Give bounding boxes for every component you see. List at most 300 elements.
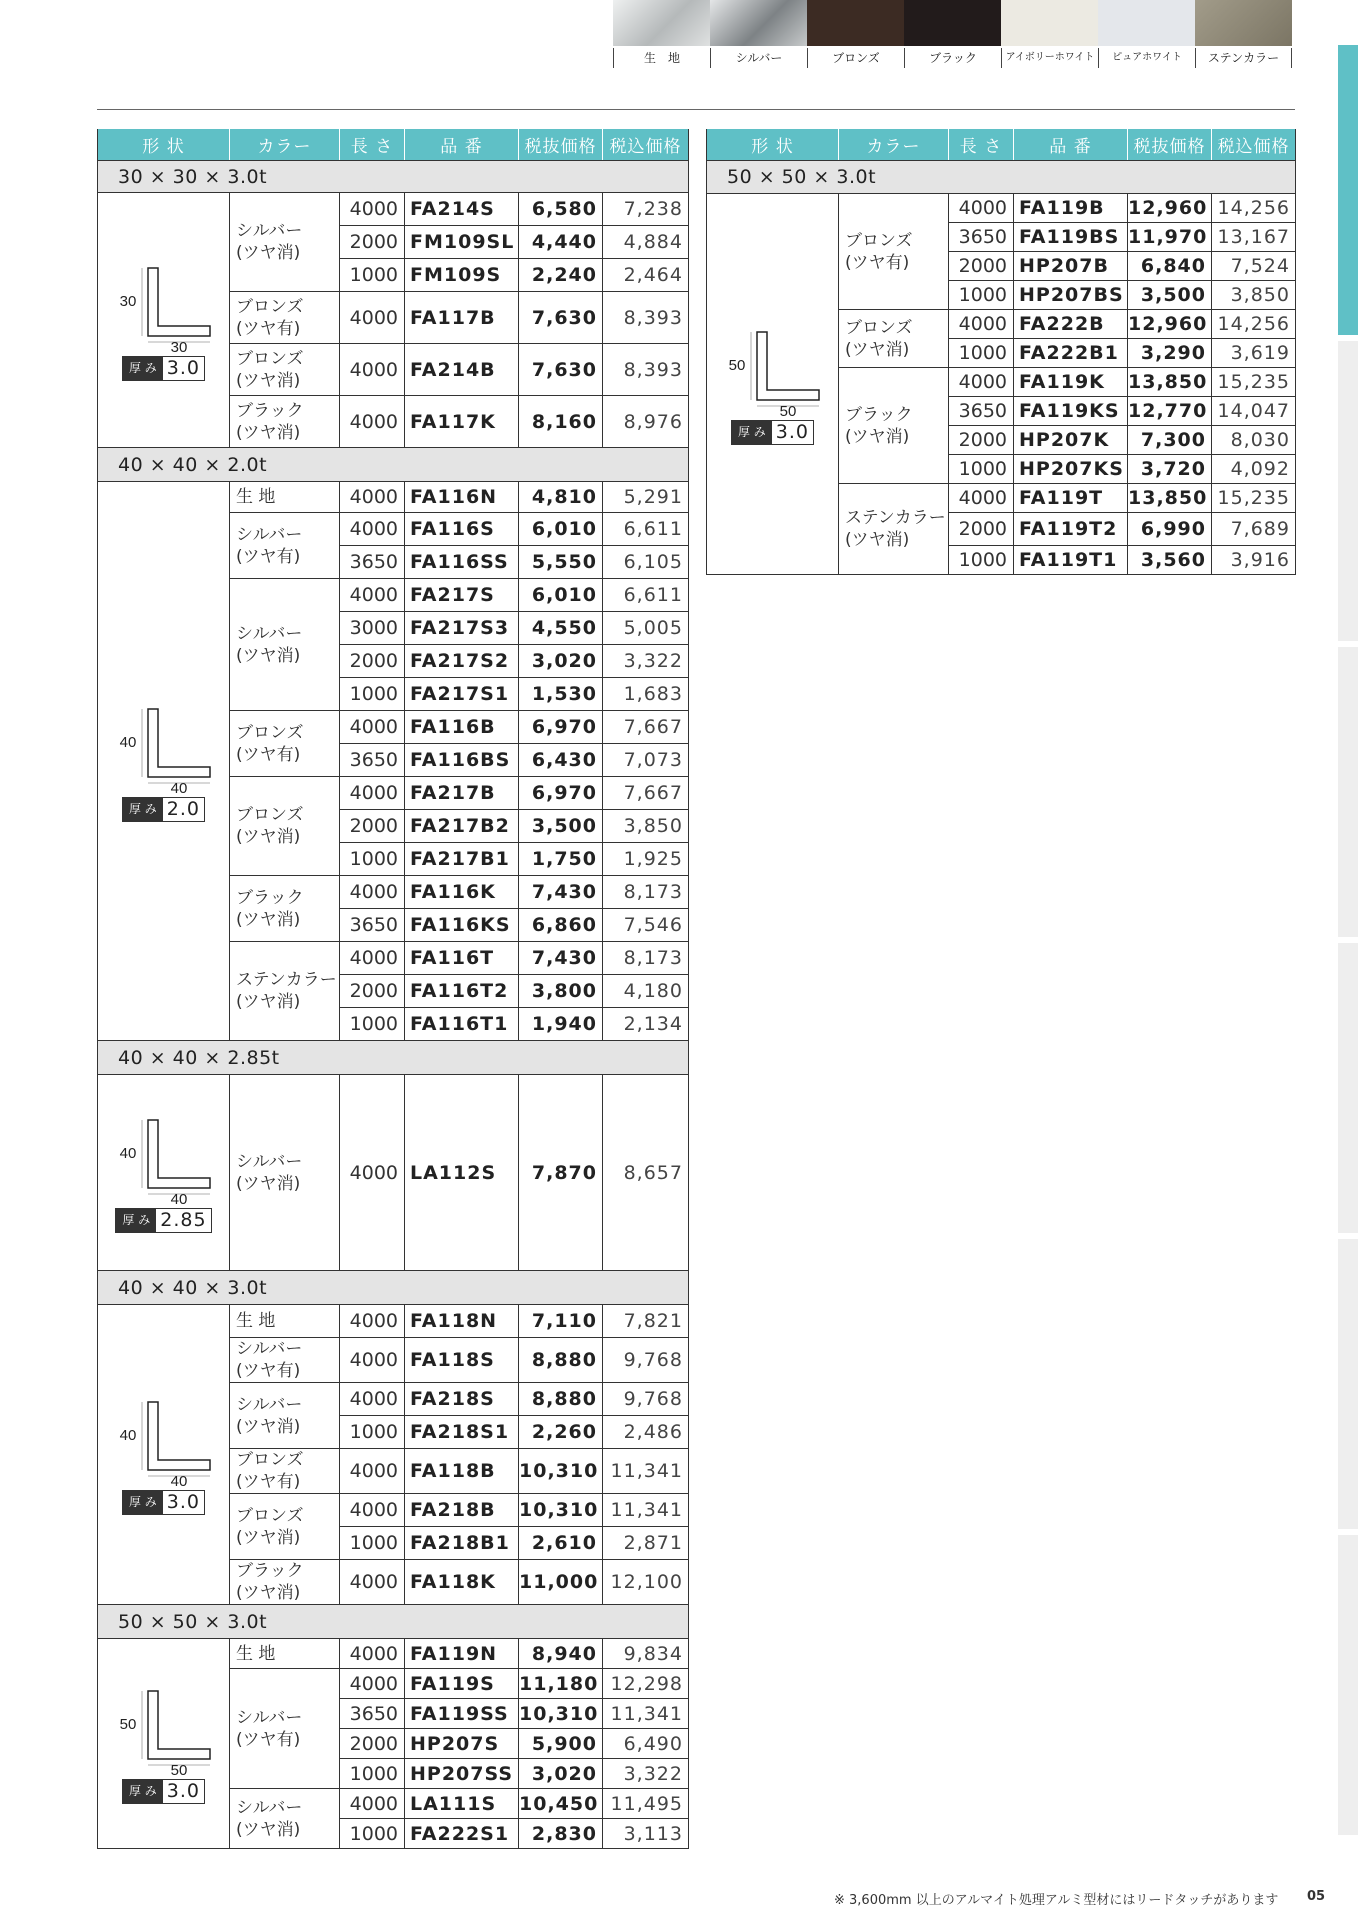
dimension-vertical: 50 <box>119 1716 136 1733</box>
color-cell <box>230 1449 340 1494</box>
part-number-cell: FA222S1 <box>405 1819 519 1849</box>
color-name-line: ステンカラー <box>236 970 337 990</box>
price-excl-tax-cell: 5,900 <box>519 1729 603 1759</box>
swatch-label: ピュアホワイト <box>1098 48 1195 68</box>
part-number-cell: FA116T1 <box>405 1008 519 1041</box>
part-number-cell: FA217S2 <box>405 645 519 678</box>
shape-cell <box>98 1075 230 1271</box>
color-name-line: (ツヤ消) <box>845 426 910 447</box>
column-header: 長 さ <box>949 129 1014 161</box>
part-number-cell: LA112S <box>405 1075 519 1271</box>
color-swatch <box>1001 0 1098 68</box>
part-number-cell: FA217S3 <box>405 612 519 645</box>
section-title: 40 × 40 × 2.85t <box>98 1041 689 1075</box>
part-number-cell: FA118K <box>405 1560 519 1605</box>
price-excl-tax-cell: 8,880 <box>519 1338 603 1383</box>
color-cell <box>230 1075 340 1271</box>
swatch-color-chip <box>710 0 807 46</box>
part-number-cell: FA116B <box>405 711 519 744</box>
price-incl-tax-cell: 9,768 <box>603 1383 689 1416</box>
length-cell: 4000 <box>340 711 405 744</box>
price-excl-tax-cell: 3,020 <box>519 645 603 678</box>
length-cell: 4000 <box>340 579 405 612</box>
dimension-horizontal: 40 <box>170 779 187 793</box>
swatch-color-chip <box>1001 0 1098 46</box>
price-excl-tax-cell: 8,940 <box>519 1639 603 1669</box>
side-tab[interactable] <box>1338 1239 1358 1529</box>
part-number-cell: FA116T <box>405 942 519 975</box>
length-cell: 2000 <box>340 975 405 1008</box>
page-number: 05 <box>1307 1889 1326 1904</box>
column-header: 税込価格 <box>603 129 689 161</box>
length-cell: 4000 <box>340 193 405 226</box>
price-excl-tax-cell: 11,970 <box>1128 223 1212 252</box>
price-excl-tax-cell: 6,010 <box>519 579 603 612</box>
color-name-line: シルバー <box>236 623 303 644</box>
part-number-cell: FA116T2 <box>405 975 519 1008</box>
color-name-line: (ツヤ有) <box>845 252 910 273</box>
part-number-cell: FA116N <box>405 482 519 513</box>
section-title: 50 × 50 × 3.0t <box>707 161 1296 194</box>
price-incl-tax-cell: 3,322 <box>603 645 689 678</box>
price-excl-tax-cell: 1,940 <box>519 1008 603 1041</box>
color-name-line: (ツヤ消) <box>236 422 301 443</box>
length-cell: 4000 <box>340 1789 405 1819</box>
thickness-value: 2.85 <box>156 1209 210 1232</box>
price-excl-tax-cell: 6,010 <box>519 513 603 546</box>
color-cell <box>230 1789 340 1849</box>
part-number-cell: HP207B <box>1014 252 1128 281</box>
color-name-line: 生 地 <box>236 1643 276 1664</box>
price-excl-tax-cell: 12,770 <box>1128 397 1212 426</box>
length-cell: 4000 <box>340 292 405 344</box>
color-swatch-bar <box>613 0 1292 68</box>
length-cell: 4000 <box>340 1338 405 1383</box>
price-excl-tax-cell: 10,310 <box>519 1449 603 1494</box>
part-number-cell: FA119SS <box>405 1699 519 1729</box>
price-excl-tax-cell: 8,160 <box>519 396 603 448</box>
part-number-cell: FA218B <box>405 1494 519 1527</box>
color-cell <box>230 1338 340 1383</box>
color-cell <box>839 310 949 368</box>
length-cell: 3650 <box>340 909 405 942</box>
color-name-line: シルバー <box>236 1797 303 1818</box>
length-cell: 3650 <box>340 1699 405 1729</box>
price-excl-tax-cell: 11,000 <box>519 1560 603 1605</box>
color-swatch <box>904 0 1001 68</box>
color-cell <box>230 711 340 777</box>
price-excl-tax-cell: 12,960 <box>1128 310 1212 339</box>
table-row <box>98 482 689 513</box>
price-incl-tax-cell: 1,683 <box>603 678 689 711</box>
angle-profile-icon <box>723 324 823 416</box>
color-name-line: (ツヤ有) <box>236 546 301 567</box>
length-cell: 1000 <box>340 843 405 876</box>
swatch-color-chip <box>613 0 710 46</box>
price-excl-tax-cell: 13,850 <box>1128 368 1212 397</box>
part-number-cell: FA214B <box>405 344 519 396</box>
column-header: 形 状 <box>98 129 230 161</box>
color-name-line: ブラック <box>236 887 304 908</box>
length-cell: 2000 <box>340 226 405 259</box>
part-number-cell: FA117K <box>405 396 519 448</box>
color-name-line: 生 地 <box>236 487 276 507</box>
color-name-line: ブロンズ <box>236 1450 304 1470</box>
length-cell: 2000 <box>949 426 1014 455</box>
color-name-line: ブロンズ <box>236 296 304 317</box>
price-excl-tax-cell: 7,300 <box>1128 426 1212 455</box>
price-incl-tax-cell: 8,393 <box>603 292 689 344</box>
price-excl-tax-cell: 4,550 <box>519 612 603 645</box>
part-number-cell: FA116S <box>405 513 519 546</box>
color-cell <box>230 1669 340 1789</box>
color-name-line: (ツヤ消) <box>236 827 301 847</box>
side-tab[interactable] <box>1338 1535 1358 1835</box>
angle-profile-icon <box>114 1683 214 1775</box>
color-name-line: シルバー <box>236 221 303 241</box>
color-name-line: (ツヤ有) <box>236 1361 301 1381</box>
length-cell: 3650 <box>340 744 405 777</box>
price-incl-tax-cell: 15,235 <box>1212 368 1296 397</box>
length-cell: 3000 <box>340 612 405 645</box>
color-cell <box>230 1383 340 1449</box>
price-excl-tax-cell: 6,840 <box>1128 252 1212 281</box>
swatch-color-chip <box>1195 0 1292 46</box>
dimension-horizontal: 30 <box>170 338 187 352</box>
table-row <box>98 193 689 226</box>
part-number-cell: FA116KS <box>405 909 519 942</box>
side-tab[interactable] <box>1338 647 1358 937</box>
length-cell: 3650 <box>949 397 1014 426</box>
part-number-cell: HP207KS <box>1014 455 1128 484</box>
price-incl-tax-cell: 7,667 <box>603 777 689 810</box>
price-incl-tax-cell: 14,047 <box>1212 397 1296 426</box>
swatch-color-chip <box>1098 0 1195 46</box>
part-number-cell: FA218B1 <box>405 1527 519 1560</box>
thickness-value: 3.0 <box>163 1780 204 1803</box>
length-cell: 1000 <box>949 281 1014 310</box>
price-excl-tax-cell: 11,180 <box>519 1669 603 1699</box>
part-number-cell: FA119T2 <box>1014 513 1128 546</box>
side-tab-active[interactable] <box>1338 45 1358 335</box>
length-cell: 4000 <box>340 1075 405 1271</box>
price-incl-tax-cell: 14,256 <box>1212 194 1296 223</box>
color-name-line: ブロンズ <box>845 317 913 338</box>
section-title: 30 × 30 × 3.0t <box>98 161 689 193</box>
price-incl-tax-cell: 12,100 <box>603 1560 689 1605</box>
price-incl-tax-cell: 11,341 <box>603 1449 689 1494</box>
part-number-cell: FA222B <box>1014 310 1128 339</box>
part-number-cell: FA218S1 <box>405 1416 519 1449</box>
price-excl-tax-cell: 2,610 <box>519 1527 603 1560</box>
table-row <box>707 194 1296 223</box>
price-incl-tax-cell: 8,657 <box>603 1075 689 1271</box>
dimension-horizontal: 50 <box>779 402 796 416</box>
price-excl-tax-cell: 7,870 <box>519 1075 603 1271</box>
color-cell <box>230 876 340 942</box>
table-row <box>98 1639 689 1669</box>
side-tab[interactable] <box>1338 341 1358 641</box>
price-incl-tax-cell: 8,030 <box>1212 426 1296 455</box>
price-incl-tax-cell: 7,073 <box>603 744 689 777</box>
length-cell: 4000 <box>340 1305 405 1338</box>
angle-profile-icon <box>114 701 214 793</box>
thickness-value: 3.0 <box>163 357 204 380</box>
price-incl-tax-cell: 5,291 <box>603 482 689 513</box>
price-excl-tax-cell: 3,500 <box>519 810 603 843</box>
part-number-cell: FA118B <box>405 1449 519 1494</box>
price-incl-tax-cell: 7,821 <box>603 1305 689 1338</box>
length-cell: 1000 <box>340 1819 405 1849</box>
color-name-line: ブロンズ <box>845 230 913 251</box>
section-header-row <box>98 1041 689 1075</box>
swatch-color-chip <box>904 0 1001 46</box>
angle-profile-icon <box>114 1112 214 1204</box>
price-incl-tax-cell: 3,850 <box>603 810 689 843</box>
price-incl-tax-cell: 3,619 <box>1212 339 1296 368</box>
length-cell: 1000 <box>340 1527 405 1560</box>
column-header: 品 番 <box>405 129 519 161</box>
price-excl-tax-cell: 4,440 <box>519 226 603 259</box>
angle-profile-icon <box>114 260 214 352</box>
color-name-line: ブラック <box>845 404 913 425</box>
thickness-label: 厚 み <box>116 1209 156 1232</box>
part-number-cell: FA119KS <box>1014 397 1128 426</box>
section-title: 40 × 40 × 3.0t <box>98 1271 689 1305</box>
price-excl-tax-cell: 5,550 <box>519 546 603 579</box>
price-excl-tax-cell: 12,960 <box>1128 194 1212 223</box>
dimension-horizontal: 40 <box>170 1473 187 1486</box>
swatch-label: ステンカラー <box>1195 48 1292 68</box>
price-excl-tax-cell: 6,970 <box>519 711 603 744</box>
part-number-cell: FA119N <box>405 1639 519 1669</box>
dimension-vertical: 40 <box>119 1145 136 1162</box>
color-swatch <box>710 0 807 68</box>
price-excl-tax-cell: 3,020 <box>519 1759 603 1789</box>
color-name-line: ステンカラー <box>845 508 946 528</box>
length-cell: 4000 <box>340 1494 405 1527</box>
length-cell: 2000 <box>340 810 405 843</box>
price-incl-tax-cell: 7,524 <box>1212 252 1296 281</box>
part-number-cell: FA217B1 <box>405 843 519 876</box>
part-number-cell: FA116SS <box>405 546 519 579</box>
color-cell <box>230 1494 340 1560</box>
color-name-line: ブロンズ <box>236 722 304 743</box>
color-name-line: (ツヤ消) <box>236 909 301 930</box>
price-incl-tax-cell: 1,925 <box>603 843 689 876</box>
thickness-label: 厚 み <box>732 421 772 444</box>
color-swatch <box>1195 0 1292 68</box>
color-name-line: シルバー <box>236 1394 303 1415</box>
swatch-label: ブロンズ <box>807 48 904 68</box>
part-number-cell: FA217B2 <box>405 810 519 843</box>
part-number-cell: FA118S <box>405 1338 519 1383</box>
color-name-line: シルバー <box>236 1151 303 1172</box>
part-number-cell: FA116K <box>405 876 519 909</box>
price-excl-tax-cell: 3,560 <box>1128 546 1212 575</box>
color-name-line: (ツヤ消) <box>236 1819 301 1840</box>
column-header: 形 状 <box>707 129 839 161</box>
thickness-badge <box>122 1490 205 1515</box>
thickness-label: 厚 み <box>123 1491 163 1514</box>
color-name-line: (ツヤ消) <box>236 645 301 666</box>
thickness-label: 厚 み <box>123 357 163 380</box>
price-excl-tax-cell: 10,450 <box>519 1789 603 1819</box>
color-name-line: ブロンズ <box>236 805 304 825</box>
color-cell <box>230 482 340 513</box>
angle-profile-icon <box>114 1394 214 1486</box>
column-header: カラー <box>230 129 340 161</box>
price-excl-tax-cell: 6,860 <box>519 909 603 942</box>
section-title: 50 × 50 × 3.0t <box>98 1605 689 1639</box>
price-incl-tax-cell: 11,341 <box>603 1494 689 1527</box>
price-incl-tax-cell: 3,916 <box>1212 546 1296 575</box>
color-cell <box>839 484 949 575</box>
length-cell: 4000 <box>949 484 1014 513</box>
color-cell <box>230 1639 340 1669</box>
color-cell <box>230 292 340 344</box>
color-cell <box>230 396 340 448</box>
color-name-line: (ツヤ消) <box>236 992 301 1012</box>
color-name-line: (ツヤ消) <box>236 1173 301 1194</box>
length-cell: 1000 <box>340 1008 405 1041</box>
price-excl-tax-cell: 3,720 <box>1128 455 1212 484</box>
column-header: 長 さ <box>340 129 405 161</box>
length-cell: 4000 <box>340 396 405 448</box>
dimension-vertical: 30 <box>119 292 136 310</box>
dimension-horizontal: 40 <box>170 1191 187 1204</box>
color-name-line: ブロンズ <box>236 348 304 369</box>
color-name-line: (ツヤ消) <box>845 339 910 360</box>
price-incl-tax-cell: 8,173 <box>603 942 689 975</box>
color-swatch <box>613 0 710 68</box>
part-number-cell: FA118N <box>405 1305 519 1338</box>
part-number-cell: HP207K <box>1014 426 1128 455</box>
color-name-line: (ツヤ消) <box>845 530 910 550</box>
part-number-cell: FA117B <box>405 292 519 344</box>
length-cell: 1000 <box>949 455 1014 484</box>
price-incl-tax-cell: 6,611 <box>603 579 689 612</box>
length-cell: 2000 <box>340 1729 405 1759</box>
part-number-cell: FA119S <box>405 1669 519 1699</box>
thickness-label: 厚 み <box>123 798 163 821</box>
dimension-vertical: 50 <box>728 356 745 374</box>
section-header-row <box>98 1271 689 1305</box>
price-excl-tax-cell: 7,630 <box>519 344 603 396</box>
price-incl-tax-cell: 7,667 <box>603 711 689 744</box>
color-name-line: ブラック <box>236 400 304 421</box>
length-cell: 1000 <box>340 259 405 292</box>
price-incl-tax-cell: 3,322 <box>603 1759 689 1789</box>
price-incl-tax-cell: 2,134 <box>603 1008 689 1041</box>
part-number-cell: LA111S <box>405 1789 519 1819</box>
color-name-line: シルバー <box>236 524 303 545</box>
column-header: カラー <box>839 129 949 161</box>
price-incl-tax-cell: 3,850 <box>1212 281 1296 310</box>
price-excl-tax-cell: 7,630 <box>519 292 603 344</box>
price-incl-tax-cell: 4,884 <box>603 226 689 259</box>
price-excl-tax-cell: 7,110 <box>519 1305 603 1338</box>
part-number-cell: FA119T <box>1014 484 1128 513</box>
price-excl-tax-cell: 6,580 <box>519 193 603 226</box>
price-excl-tax-cell: 2,260 <box>519 1416 603 1449</box>
length-cell: 4000 <box>340 1449 405 1494</box>
price-incl-tax-cell: 6,490 <box>603 1729 689 1759</box>
price-excl-tax-cell: 10,310 <box>519 1699 603 1729</box>
color-cell <box>839 194 949 310</box>
header-rule <box>97 109 1295 110</box>
price-excl-tax-cell: 8,880 <box>519 1383 603 1416</box>
length-cell: 4000 <box>340 513 405 546</box>
price-incl-tax-cell: 9,834 <box>603 1639 689 1669</box>
dimension-vertical: 40 <box>119 1427 136 1444</box>
shape-cell <box>98 193 230 448</box>
length-cell: 4000 <box>949 368 1014 397</box>
part-number-cell: FA116BS <box>405 744 519 777</box>
swatch-label: ブラック <box>904 48 1001 68</box>
color-cell <box>230 344 340 396</box>
color-name-line: (ツヤ消) <box>236 1583 301 1603</box>
price-excl-tax-cell: 2,830 <box>519 1819 603 1849</box>
length-cell: 4000 <box>949 310 1014 339</box>
section-header-row <box>707 161 1296 194</box>
thickness-value: 3.0 <box>163 1491 204 1514</box>
color-swatch <box>1098 0 1195 68</box>
part-number-cell: FA217S <box>405 579 519 612</box>
thickness-badge <box>122 797 205 822</box>
length-cell: 1000 <box>340 678 405 711</box>
color-name-line: (ツヤ消) <box>236 370 301 391</box>
shape-cell <box>98 1639 230 1849</box>
price-excl-tax-cell: 3,800 <box>519 975 603 1008</box>
part-number-cell: FM109S <box>405 259 519 292</box>
price-excl-tax-cell: 6,990 <box>1128 513 1212 546</box>
price-excl-tax-cell: 7,430 <box>519 942 603 975</box>
price-excl-tax-cell: 4,810 <box>519 482 603 513</box>
part-number-cell: HP207S <box>405 1729 519 1759</box>
length-cell: 4000 <box>340 1560 405 1605</box>
color-cell <box>230 513 340 579</box>
length-cell: 3650 <box>949 223 1014 252</box>
price-incl-tax-cell: 11,495 <box>603 1789 689 1819</box>
length-cell: 2000 <box>340 645 405 678</box>
price-incl-tax-cell: 8,976 <box>603 396 689 448</box>
price-excl-tax-cell: 1,530 <box>519 678 603 711</box>
part-number-cell: FM109SL <box>405 226 519 259</box>
section-header-row <box>98 161 689 193</box>
color-cell <box>230 1305 340 1338</box>
length-cell: 4000 <box>340 482 405 513</box>
color-name-line: (ツヤ有) <box>236 318 301 339</box>
length-cell: 1000 <box>340 1416 405 1449</box>
column-header: 税抜価格 <box>519 129 603 161</box>
length-cell: 3650 <box>340 546 405 579</box>
length-cell: 4000 <box>340 1669 405 1699</box>
part-number-cell: FA119K <box>1014 368 1128 397</box>
thickness-badge <box>122 356 205 381</box>
price-incl-tax-cell: 6,105 <box>603 546 689 579</box>
color-name-line: シルバー <box>236 1339 303 1359</box>
dimension-horizontal: 50 <box>170 1762 187 1775</box>
side-tab[interactable] <box>1338 943 1358 1233</box>
section-title: 40 × 40 × 2.0t <box>98 448 689 482</box>
color-name-line: (ツヤ消) <box>236 1416 301 1437</box>
color-swatch <box>807 0 904 68</box>
price-excl-tax-cell: 6,430 <box>519 744 603 777</box>
price-incl-tax-cell: 2,464 <box>603 259 689 292</box>
color-name-line: ブロンズ <box>236 1505 304 1526</box>
side-index-tabs <box>1338 45 1358 1841</box>
